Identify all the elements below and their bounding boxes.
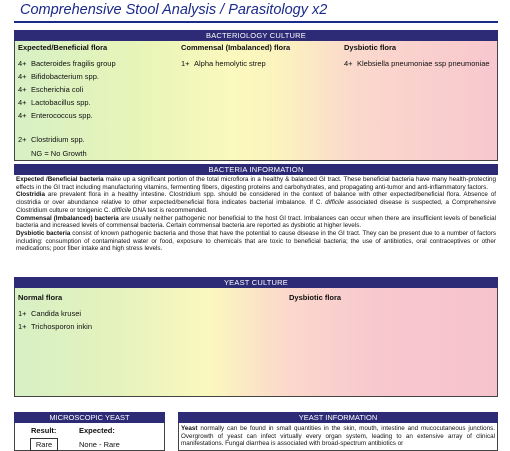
quantity: 2+ (18, 135, 27, 144)
organism-name: Alpha hemolytic strep (194, 59, 266, 68)
expected-label: Expected: (79, 426, 115, 435)
bacteria-info-header: BACTERIA INFORMATION (14, 164, 498, 175)
organism-name: Candida krusei (31, 309, 82, 318)
quantity: 4+ (18, 111, 27, 120)
yeast-info-header: YEAST INFORMATION (178, 412, 498, 423)
organism-name: Escherichia coli (31, 85, 84, 94)
beneficial-row (18, 135, 85, 144)
info-term: Yeast (181, 425, 198, 432)
beneficial-row (18, 59, 116, 68)
quantity: 4+ (18, 98, 27, 107)
title-rule (14, 21, 498, 23)
info-paragraph: associated disease is suspected, a Comprehensive Clostridium culture or toxigenic C. (16, 199, 496, 214)
organism-name: Lactobacillus spp. (31, 98, 91, 107)
organism-name: Clostridium spp. (31, 135, 85, 144)
info-italic: difficile (111, 206, 132, 214)
microscopic-yeast-panel (14, 423, 165, 451)
info-paragraph: are usually neither pathogenic nor beneficial to the host GI tract. Imbalances can occur when there are insufficient levels of beneficial bacteria and increased levels of commensal bacteria. Certain commensal bacteria are reported as dysbiotic at higher levels. (16, 214, 496, 230)
quantity: 4+ (344, 59, 353, 68)
organism-name: Klebsiella pneumoniae ssp pneumoniae (357, 59, 490, 68)
yeast-culture-header: YEAST CULTURE (14, 277, 498, 288)
info-paragraph: are prevalent flora in a healthy intestine. Clostridium spp. should be considered in the context of balance with other expected/beneficial flora. Absence of clostridia or over abundance relative to other expected/beneficial flora indicates bacterial imbalance. If C. (16, 191, 496, 207)
organism-name: Bacteroides fragilis group (31, 59, 116, 68)
organism-name: Bifidobacterium spp. (31, 72, 99, 81)
quantity: 4+ (18, 85, 27, 94)
commensal-flora-heading: Commensal (Imbalanced) flora (181, 43, 291, 52)
normal-flora-heading: Normal flora (18, 293, 63, 302)
info-italic: difficile (325, 199, 345, 207)
bacteriology-header: BACTERIOLOGY CULTURE (14, 30, 498, 41)
yeast-dysbiotic-flora-heading: Dysbiotic flora (289, 293, 342, 302)
quantity: 1+ (181, 59, 190, 68)
quantity: 1+ (18, 322, 27, 331)
normal-flora-row (18, 309, 81, 318)
info-term: Clostridia (16, 191, 46, 199)
beneficial-row (18, 98, 91, 107)
expected-value: None - Rare (79, 440, 120, 449)
page-title: Comprehensive Stool Analysis / Parasitology x2 (20, 2, 328, 18)
info-term: Commensal (Imbalanced) bacteria (16, 214, 119, 222)
quantity: 4+ (18, 59, 27, 68)
dysbiotic-flora-heading: Dysbiotic flora (344, 43, 397, 52)
info-paragraph: DNA test is recommended. (131, 206, 208, 214)
info-paragraph: normally can be found in small quantities in the skin, mouth, intestine and mucocutaneous junctions. Overgrowth of yeast can infect virtually every organ system, leading to an extensive array of clinical manifestations. Fungal diarrhea is associated with broad-spectrum antibiotics or (181, 425, 495, 448)
no-growth-legend: NG = No Growth (31, 149, 87, 158)
result-value: Rare (30, 438, 58, 451)
beneficial-row (18, 85, 83, 94)
beneficial-row (18, 111, 93, 120)
bacteriology-panel (14, 41, 498, 161)
info-paragraph: consist of known pathogenic bacteria and those that have the potential to cause disease in the GI tract. They can be present due to a number of factors including: consumption of contaminated water or food, exposure to chemicals that are toxic to beneficial bacteria; the use of antibiotics, oral contraceptives or other medications; poor fiber intake and high stress levels. (16, 229, 496, 253)
yeast-culture-panel (14, 288, 498, 397)
quantity: 4+ (18, 72, 27, 81)
bacteria-info-text (14, 175, 498, 254)
beneficial-row (18, 72, 99, 81)
commensal-row (181, 59, 266, 68)
normal-flora-row (18, 322, 92, 331)
dysbiotic-row (344, 59, 490, 68)
result-label: Result: (31, 426, 57, 435)
info-paragraph: make up a significant portion of the total microflora in a healthy & balanced GI tract. These beneficial bacteria have many health-protecting effects in the GI tract including manufacturing vitamins, fermenting fibers, digesting proteins and carbohydrates, and propagating anti-tumor and anti-inflammatory factors. (16, 176, 496, 191)
beneficial-flora-heading: Expected/Beneficial flora (18, 43, 108, 52)
quantity: 1+ (18, 309, 27, 318)
microscopic-yeast-header: MICROSCOPIC YEAST (14, 412, 165, 423)
info-term: Dysbiotic bacteria (16, 229, 71, 237)
organism-name: Enterococcus spp. (31, 111, 93, 120)
organism-name: Trichosporon inkin (31, 322, 92, 331)
yeast-info-panel (178, 423, 498, 451)
info-term: Expected /Beneficial bacteria (16, 176, 104, 183)
yeast-info-text (179, 423, 497, 450)
